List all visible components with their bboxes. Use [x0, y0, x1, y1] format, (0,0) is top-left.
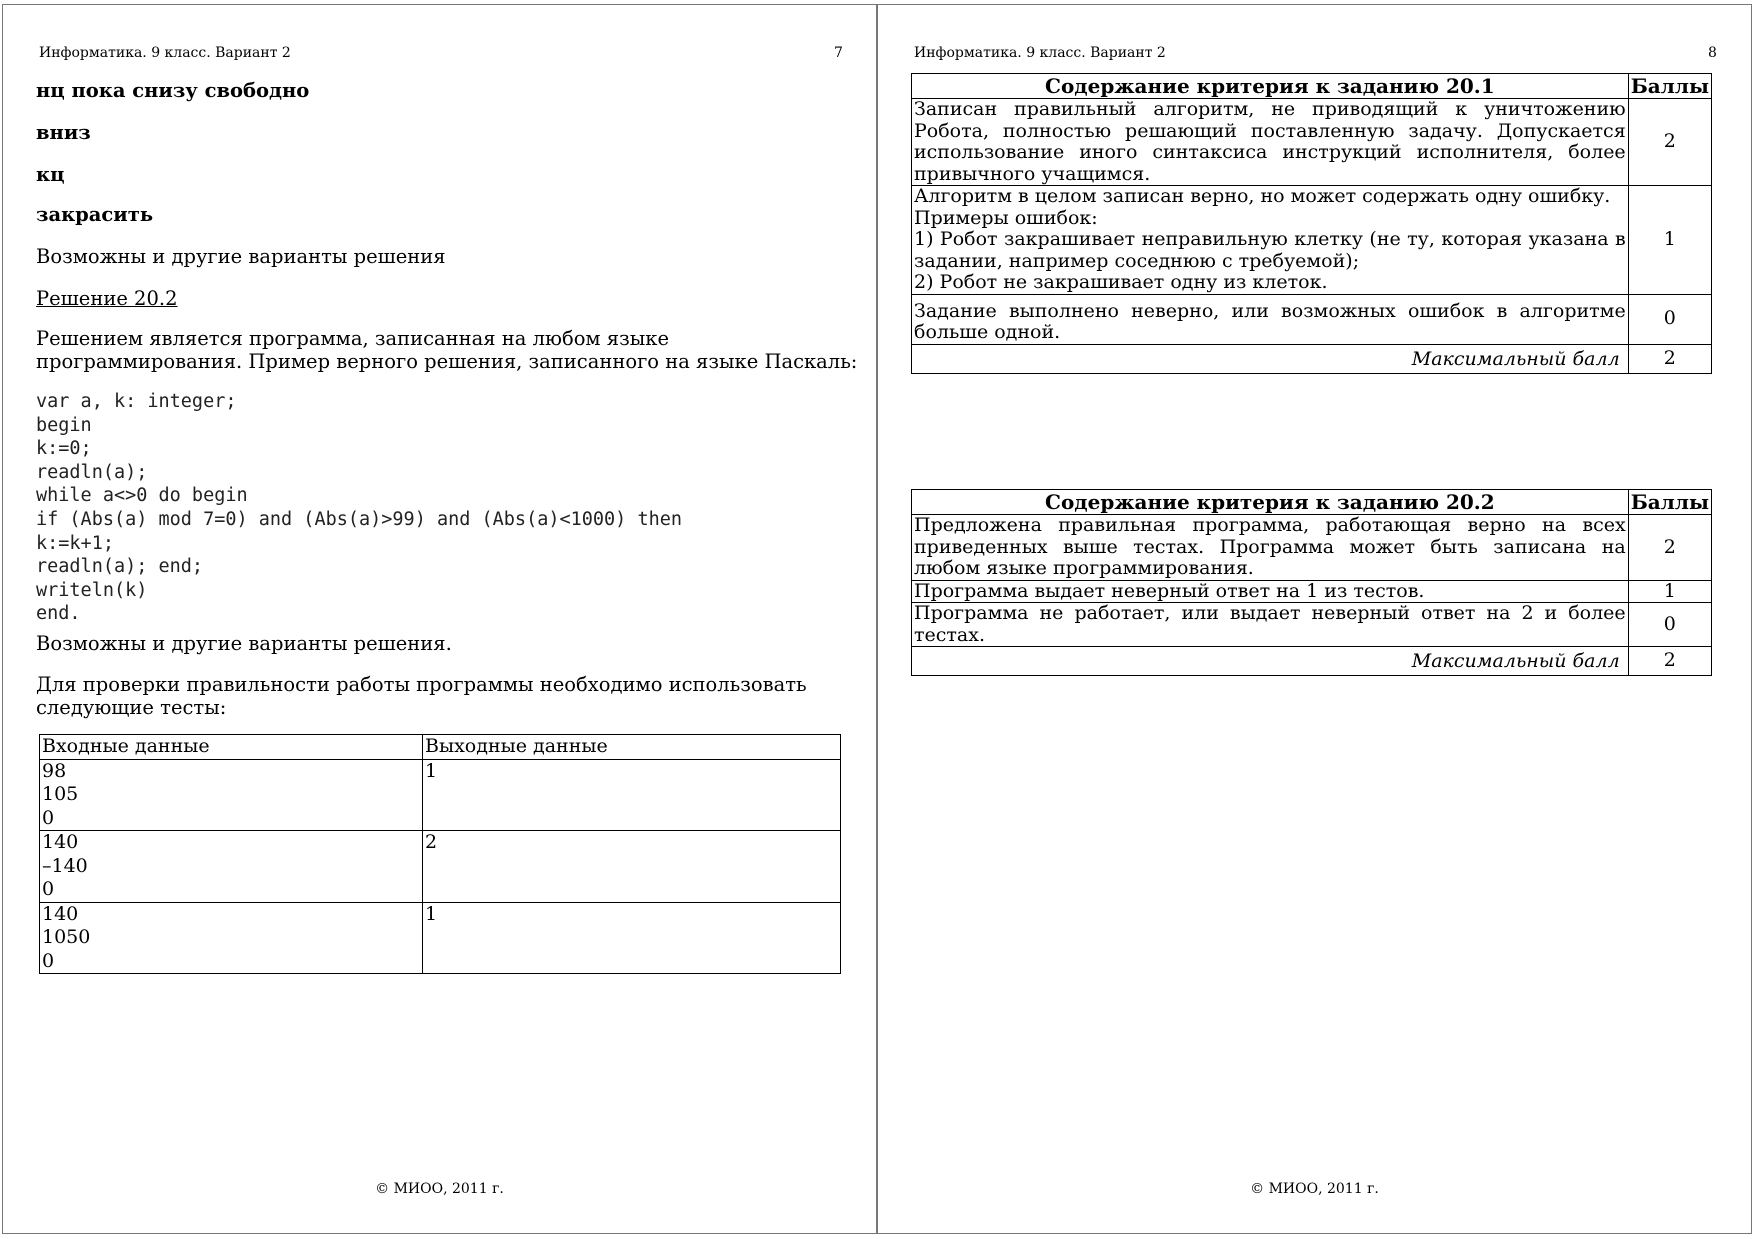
criterion-text: Программа не работает, или выдает неверный ответ на 2 и более тестах.: [912, 603, 1629, 647]
page-7: [2, 4, 877, 1234]
page-number: 8: [1708, 45, 1717, 61]
table-row: [912, 515, 1712, 581]
criterion-text: Записан правильный алгоритм, не приводящий к уничтожению Робота, полностью решающий поставленную задачу. Допускается использование иного синтаксиса инструкций исполнителя, более привычного учащимся.: [912, 99, 1629, 186]
algo-line: закрасить: [36, 203, 154, 226]
column-header: Входные данные: [40, 735, 423, 760]
output-cell: 1: [423, 759, 841, 831]
table-row: [912, 603, 1712, 647]
input-value: 1050: [42, 926, 91, 948]
page-footer: © МИОО, 2011 г.: [375, 1181, 504, 1197]
max-score-value: 2: [1628, 344, 1711, 373]
points-value: 1: [1628, 580, 1711, 603]
table-header-row: [912, 490, 1712, 515]
criterion-text: [912, 186, 1629, 295]
input-cell: [40, 759, 423, 831]
criterion-line: Алгоритм в целом записан верно, но может содержать одну ошибку.: [914, 185, 1611, 207]
input-value: –140: [42, 854, 88, 877]
table-row: [40, 902, 841, 974]
solution-intro-line: программирования. Пример верного решения, записанного на языке Паскаль:: [36, 350, 858, 373]
input-value: 140: [42, 902, 79, 925]
criterion-text: Задание выполнено неверно, или возможных ошибок в алгоритме больше одной.: [912, 294, 1629, 344]
table-row: [40, 759, 841, 831]
table-row: [912, 186, 1712, 295]
input-value: 0: [42, 949, 55, 972]
points-value: 2: [1628, 515, 1711, 581]
criterion-line: 1) Робот закрашивает неправильную клетку (не ту, которая указана в задании, например соседнюю с требуемой);: [914, 228, 1626, 272]
table-row: [912, 99, 1712, 186]
max-score-label: Максимальный балл: [912, 647, 1629, 676]
points-header: Баллы: [1628, 74, 1711, 99]
input-cell: [40, 902, 423, 974]
points-header: Баллы: [1628, 490, 1711, 515]
solution-heading: Решение 20.2: [36, 287, 178, 310]
tests-intro-line: следующие тесты:: [36, 696, 227, 719]
criteria-table-20-1: [911, 73, 1712, 374]
table-row: [912, 294, 1712, 344]
criterion-header: Содержание критерия к заданию 20.1: [912, 74, 1629, 99]
input-value: 0: [42, 806, 55, 829]
criterion-text: Программа выдает неверный ответ на 1 из тестов.: [912, 580, 1629, 603]
table-header-row: [912, 74, 1712, 99]
page-header: Информатика. 9 класс. Вариант 2: [39, 45, 291, 61]
algo-line: вниз: [36, 121, 91, 144]
input-cell: [40, 831, 423, 903]
page-footer: © МИОО, 2011 г.: [1250, 1181, 1379, 1197]
table-header-row: [40, 735, 841, 760]
algo-line: кц: [36, 163, 65, 186]
input-value: 0: [42, 878, 55, 900]
page-8: [877, 4, 1752, 1234]
input-value: 140: [42, 831, 79, 853]
max-score-value: 2: [1628, 647, 1711, 676]
pascal-code: var a, k: integer; begin k:=0; readln(a); while a<>0 do begin if (Abs(a) mod 7=0) and (Abs(a)>99) and (Abs(a)<1000) then k:=k+1; readln(a); end; writeln(k) end.: [36, 391, 683, 625]
points-value: 2: [1628, 99, 1711, 186]
max-score-row: [912, 647, 1712, 676]
criterion-line: 2) Робот не закрашивает одну из клеток.: [914, 271, 1328, 293]
max-score-label: Максимальный балл: [912, 344, 1629, 373]
max-score-row: [912, 344, 1712, 373]
solution-intro-line: Решением является программа, записанная на любом языке: [36, 327, 669, 350]
page-header: Информатика. 9 класс. Вариант 2: [914, 45, 1166, 61]
points-value: 1: [1628, 186, 1711, 295]
input-value: 98: [42, 759, 67, 782]
algo-line: нц пока снизу свободно: [36, 79, 310, 102]
criterion-line: Примеры ошибок:: [914, 206, 1098, 229]
column-header: Выходные данные: [423, 735, 841, 760]
criterion-header: Содержание критерия к заданию 20.2: [912, 490, 1629, 515]
criterion-text: Предложена правильная программа, работающая верно на всех приведенных выше тестах. Программа может быть записана на любом языке программирования.: [912, 515, 1629, 581]
criteria-table-20-2: [911, 489, 1712, 676]
output-cell: 2: [423, 831, 841, 903]
page-number: 7: [834, 45, 843, 61]
table-row: [40, 831, 841, 903]
tests-intro-line: Для проверки правильности работы программы необходимо использовать: [36, 673, 807, 696]
output-cell: 1: [423, 902, 841, 974]
points-value: 0: [1628, 603, 1711, 647]
other-solutions-note: Возможны и другие варианты решения.: [36, 632, 452, 655]
tests-table: [39, 734, 841, 974]
input-value: 105: [42, 783, 79, 805]
other-solutions-note: Возможны и другие варианты решения: [36, 245, 446, 268]
points-value: 0: [1628, 294, 1711, 344]
table-row: [912, 580, 1712, 603]
